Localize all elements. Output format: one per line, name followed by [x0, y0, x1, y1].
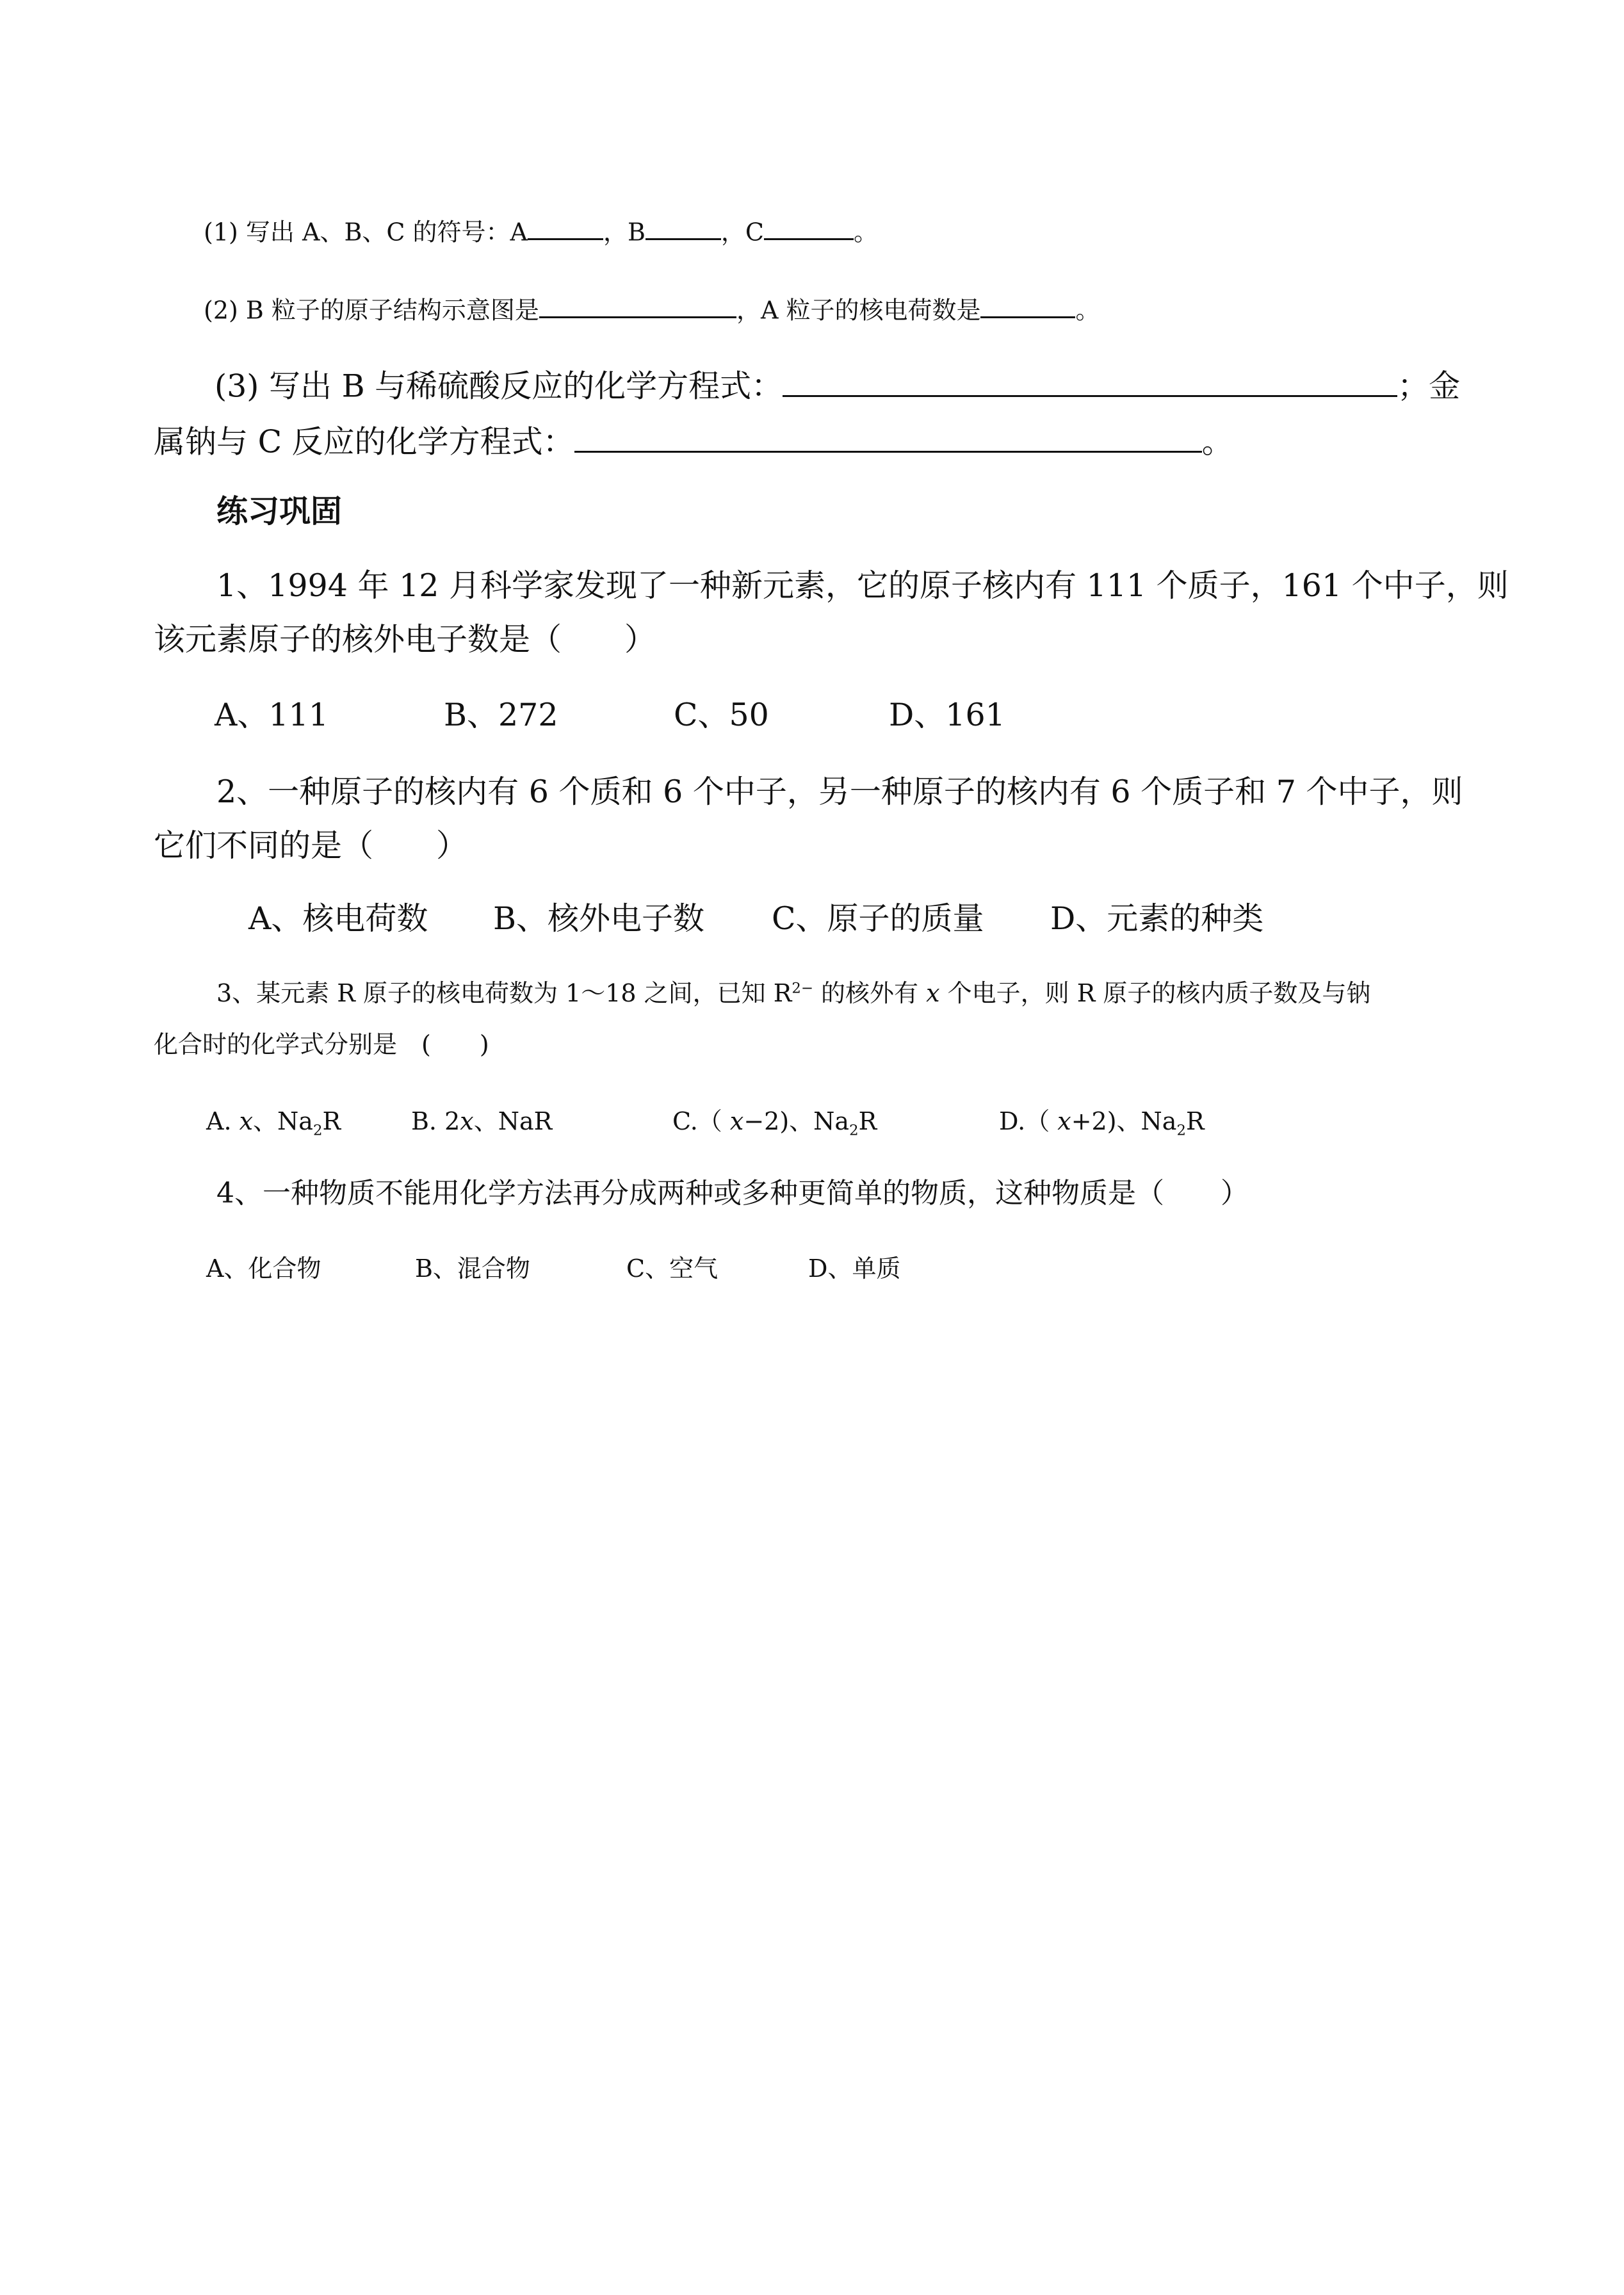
part1-end: 。	[853, 218, 878, 247]
q3-line1-c: 个电子，则 R 原子的核内质子数及与钠	[939, 979, 1371, 1007]
answer-blank-equation2[interactable]	[574, 424, 1202, 453]
q1-option-b[interactable]: B、272	[444, 697, 558, 733]
q3-option-d[interactable]	[999, 1107, 1205, 1139]
part3-label: (3)	[215, 368, 259, 405]
part1-sep1: ，B	[603, 218, 646, 247]
part1-label: (1)	[204, 218, 238, 247]
q4-line1: 4、一种物质不能用化学方法再分成两种或多种更简单的物质，这种物质是（ ）	[216, 1177, 1249, 1210]
q3-option-a-x: x	[239, 1107, 254, 1135]
q3-option-d-x: x	[1057, 1107, 1071, 1135]
q2-option-d[interactable]: D、元素的种类	[1050, 900, 1264, 937]
q3-option-c-prefix: C.（	[672, 1107, 730, 1135]
q3-line1	[216, 981, 1370, 1005]
answer-blank-charge[interactable]	[980, 296, 1075, 318]
part1-line	[204, 218, 878, 247]
q3-option-c-x: x	[729, 1107, 744, 1135]
part3-tail: ；金	[1397, 368, 1461, 405]
answer-blank-a[interactable]	[528, 218, 603, 240]
answer-blank-structure[interactable]	[539, 296, 736, 318]
q3-option-b[interactable]	[411, 1109, 552, 1133]
q2-option-c[interactable]: C、原子的质量	[772, 900, 984, 937]
answer-blank-equation1[interactable]	[783, 368, 1397, 397]
q4-option-a[interactable]: A、化合物	[206, 1254, 321, 1283]
part1-text: 写出 A、B、C 的符号：A	[245, 218, 528, 247]
q3-option-b-prefix: B. 2	[411, 1107, 460, 1135]
part2-text: B 粒子的原子结构示意图是	[245, 296, 539, 325]
part3-line2-text: 属钠与 C 反应的化学方程式：	[154, 423, 574, 460]
part2-end: 。	[1075, 296, 1100, 325]
q2-line2: 它们不同的是（ ）	[154, 827, 468, 864]
q3-variable-x: x	[926, 979, 940, 1007]
part3-text: 写出 B 与稀硫酸反应的化学方程式：	[269, 368, 783, 405]
q3-option-a-subscript: 2	[313, 1122, 323, 1139]
q3-option-a[interactable]	[206, 1107, 341, 1139]
q3-option-c[interactable]	[672, 1107, 877, 1139]
q1-option-a[interactable]: A、111	[215, 697, 329, 733]
q4-option-d[interactable]: D、单质	[808, 1254, 901, 1283]
part2-mid: ，A 粒子的核电荷数是	[736, 296, 981, 325]
q3-charge-superscript: 2−	[792, 980, 813, 997]
q2-option-b[interactable]: B、核外电子数	[493, 900, 705, 937]
q1-option-c[interactable]: C、50	[674, 697, 769, 733]
q3-option-d-prefix: D.（	[999, 1107, 1058, 1135]
q3-option-b-x: x	[460, 1107, 474, 1135]
q3-option-a-prefix: A.	[206, 1107, 240, 1135]
q3-option-d-subscript: 2	[1176, 1122, 1186, 1139]
q4-option-b[interactable]: B、混合物	[415, 1254, 530, 1283]
part2-label: (2)	[204, 296, 238, 325]
part3-line1	[215, 368, 1461, 405]
q3-option-a-text: 、Na	[253, 1107, 313, 1135]
q3-option-c-text: −2)、Na	[743, 1107, 850, 1135]
part2-line	[204, 296, 1100, 325]
q1-line1: 1、1994 年 12 月科学家发现了一种新元素，它的原子核内有 111 个质子，161 个中子，则	[216, 567, 1509, 604]
q2-line1: 2、一种原子的核内有 6 个质和 6 个中子，另一种原子的核内有 6 个质子和 7 个中子，则	[216, 774, 1463, 810]
answer-blank-c[interactable]	[764, 218, 854, 240]
part1-sep2: ，C	[720, 218, 764, 247]
q3-line1-b: 的核外有	[813, 979, 927, 1007]
q3-line1-a: 3、某元素 R 原子的核电荷数为 1～18 之间，已知 R	[216, 979, 792, 1007]
q3-option-c-subscript: 2	[849, 1122, 859, 1139]
part3-line2	[154, 424, 1233, 458]
answer-blank-b[interactable]	[646, 218, 721, 240]
q1-option-d[interactable]: D、161	[889, 697, 1005, 733]
q1-line2: 该元素原子的核外电子数是（ ）	[154, 621, 656, 658]
q4-option-c[interactable]: C、空气	[626, 1254, 719, 1283]
q3-line2: 化合时的化学式分别是 ( )	[154, 1030, 489, 1058]
q3-option-d-end: R	[1185, 1107, 1205, 1135]
q3-option-c-end: R	[858, 1107, 877, 1135]
q3-option-b-text: 、NaR	[473, 1107, 553, 1135]
q3-option-a-end: R	[322, 1107, 341, 1135]
part3-end: 。	[1201, 423, 1233, 460]
section-title: 练习巩固	[216, 492, 343, 530]
q2-option-a[interactable]: A、核电荷数	[248, 900, 428, 937]
q3-option-d-text: +2)、Na	[1071, 1107, 1177, 1135]
